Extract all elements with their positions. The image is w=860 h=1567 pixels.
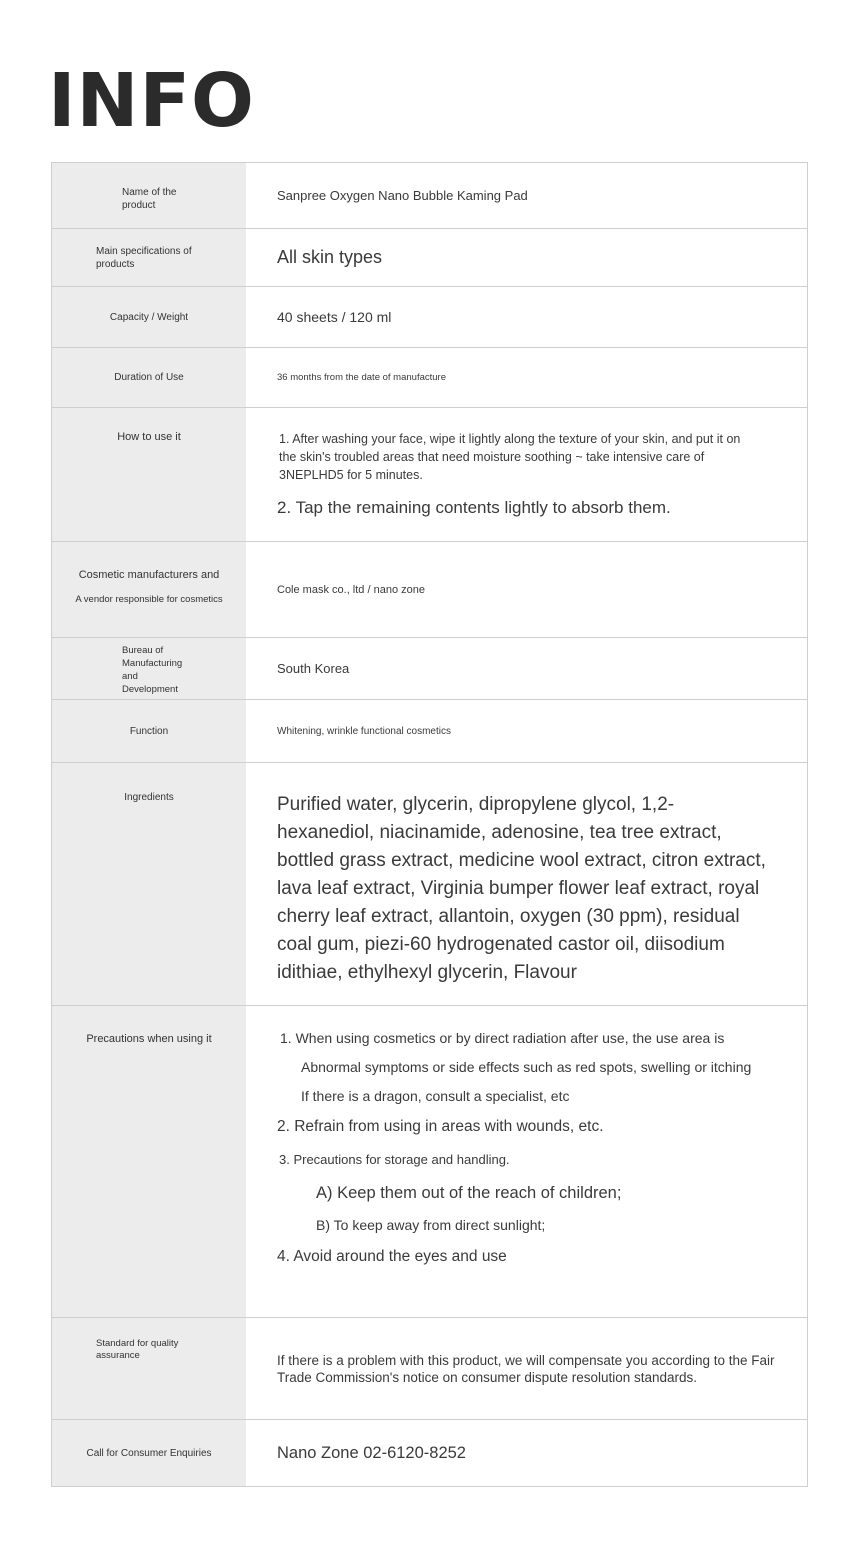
value-text: Cole mask co., ltd / nano zone: [277, 583, 425, 596]
precaution-1b: Abnormal symptoms or side effects such as red spots, swelling or itching: [301, 1059, 752, 1075]
label-ingredients: [52, 763, 246, 1005]
precaution-4: 4. Avoid around the eyes and use: [277, 1248, 507, 1265]
label-function: [52, 700, 246, 762]
precaution-3a: A) Keep them out of the reach of children;: [316, 1184, 622, 1202]
label-text: Function: [129, 725, 169, 737]
label-text: Capacity / Weight: [109, 311, 189, 323]
label-text: How to use it: [117, 431, 181, 443]
precaution-3: 3. Precautions for storage and handling.: [279, 1152, 510, 1167]
value-main-spec: [246, 229, 807, 286]
label-quality: [52, 1318, 246, 1419]
row-product-name: [52, 163, 807, 229]
precaution-1c: If there is a dragon, consult a specialist, etc: [301, 1088, 570, 1104]
row-how-to-use: [52, 408, 807, 542]
value-text: If there is a problem with this product, we will compensate you according to the Fair Trade Commission's notice on consumer dispute resolution standards.: [277, 1352, 775, 1385]
value-duration: [246, 348, 807, 407]
row-main-spec: [52, 229, 807, 287]
label-main-spec: [52, 229, 246, 286]
row-ingredients: [52, 763, 807, 1006]
row-duration: [52, 348, 807, 408]
row-function: [52, 700, 807, 763]
value-quality: [246, 1318, 807, 1419]
label-text: Standard for quality assurance: [96, 1338, 179, 1362]
label-bureau: [52, 638, 246, 699]
label-line-1: Bureau of: [122, 645, 164, 656]
label-capacity: [52, 287, 246, 347]
label-text: Ingredients: [124, 792, 174, 803]
label-line-4: Development: [122, 684, 178, 695]
label-text: Main specifications of products: [96, 246, 192, 270]
row-enquiries: [52, 1420, 807, 1486]
value-function: [246, 700, 807, 762]
row-quality: [52, 1318, 807, 1420]
how-to-step-1: 1. After washing your face, wipe it lightly along the texture of your skin, and put it on the skin's troubled areas that need moisture soothing ~ take intensive care of 3NEPLHD5 for 5 minutes.: [279, 432, 741, 482]
value-text: Whitening, wrinkle functional cosmetics: [277, 725, 451, 737]
label-line-3: and: [122, 671, 138, 682]
value-text: Sanpree Oxygen Nano Bubble Kaming Pad: [277, 188, 528, 203]
page-title: INFO: [48, 58, 255, 144]
label-precautions: [52, 1006, 246, 1317]
value-enquiries: [246, 1420, 807, 1486]
label-text: Name of the product: [122, 187, 177, 211]
row-precautions: [52, 1006, 807, 1318]
value-text: Nano Zone 02-6120-8252: [277, 1444, 466, 1462]
value-bureau: [246, 638, 807, 699]
label-text: Duration of Use: [114, 372, 184, 383]
value-how-to-use: [246, 408, 807, 541]
value-precautions: [246, 1006, 807, 1317]
precaution-1: 1. When using cosmetics or by direct radiation after use, the use area is: [280, 1030, 725, 1046]
value-product-name: [246, 163, 807, 228]
value-text: South Korea: [277, 661, 350, 676]
ingredients-text: Purified water, glycerin, dipropylene glycol, 1,2-hexanediol, niacinamide, adenosine, tea tree extract, bottled grass extract, medicine wool extract, citron extract, lava leaf extract, Virginia bumper flower leaf extract, royal cherry leaf extract, allantoin, oxygen (30 ppm), residual coal gum, piezi-60 hydrogenated castor oil, diisodium idithiae, ethylhexyl glycerin, Flavour: [277, 794, 766, 983]
row-capacity: [52, 287, 807, 348]
label-product-name: [52, 163, 246, 228]
how-to-step-2: 2. Tap the remaining contents lightly to absorb them.: [277, 498, 671, 517]
label-duration: [52, 348, 246, 407]
value-text: All skin types: [277, 247, 383, 267]
label-text: Precautions when using it: [86, 1033, 212, 1045]
label-enquiries: [52, 1420, 246, 1486]
label-line-2: Manufacturing: [122, 658, 183, 669]
info-table: [51, 162, 808, 1487]
label-how-to-use: [52, 408, 246, 541]
label-line-2: A vendor responsible for cosmetics: [75, 594, 223, 606]
label-line-1: Cosmetic manufacturers and: [78, 569, 220, 581]
row-bureau: [52, 638, 807, 700]
value-text: 40 sheets / 120 ml: [277, 309, 392, 325]
precaution-2: 2. Refrain from using in areas with wounds, etc.: [277, 1118, 604, 1135]
value-text: 36 months from the date of manufacture: [277, 372, 446, 383]
label-manufacturer: [52, 542, 246, 637]
label-text: Call for Consumer Enquiries: [86, 1448, 212, 1459]
value-capacity: [246, 287, 807, 347]
value-manufacturer: [246, 542, 807, 637]
value-ingredients: [246, 763, 807, 1005]
precaution-3b: B) To keep away from direct sunlight;: [316, 1217, 546, 1233]
row-manufacturer: [52, 542, 807, 638]
